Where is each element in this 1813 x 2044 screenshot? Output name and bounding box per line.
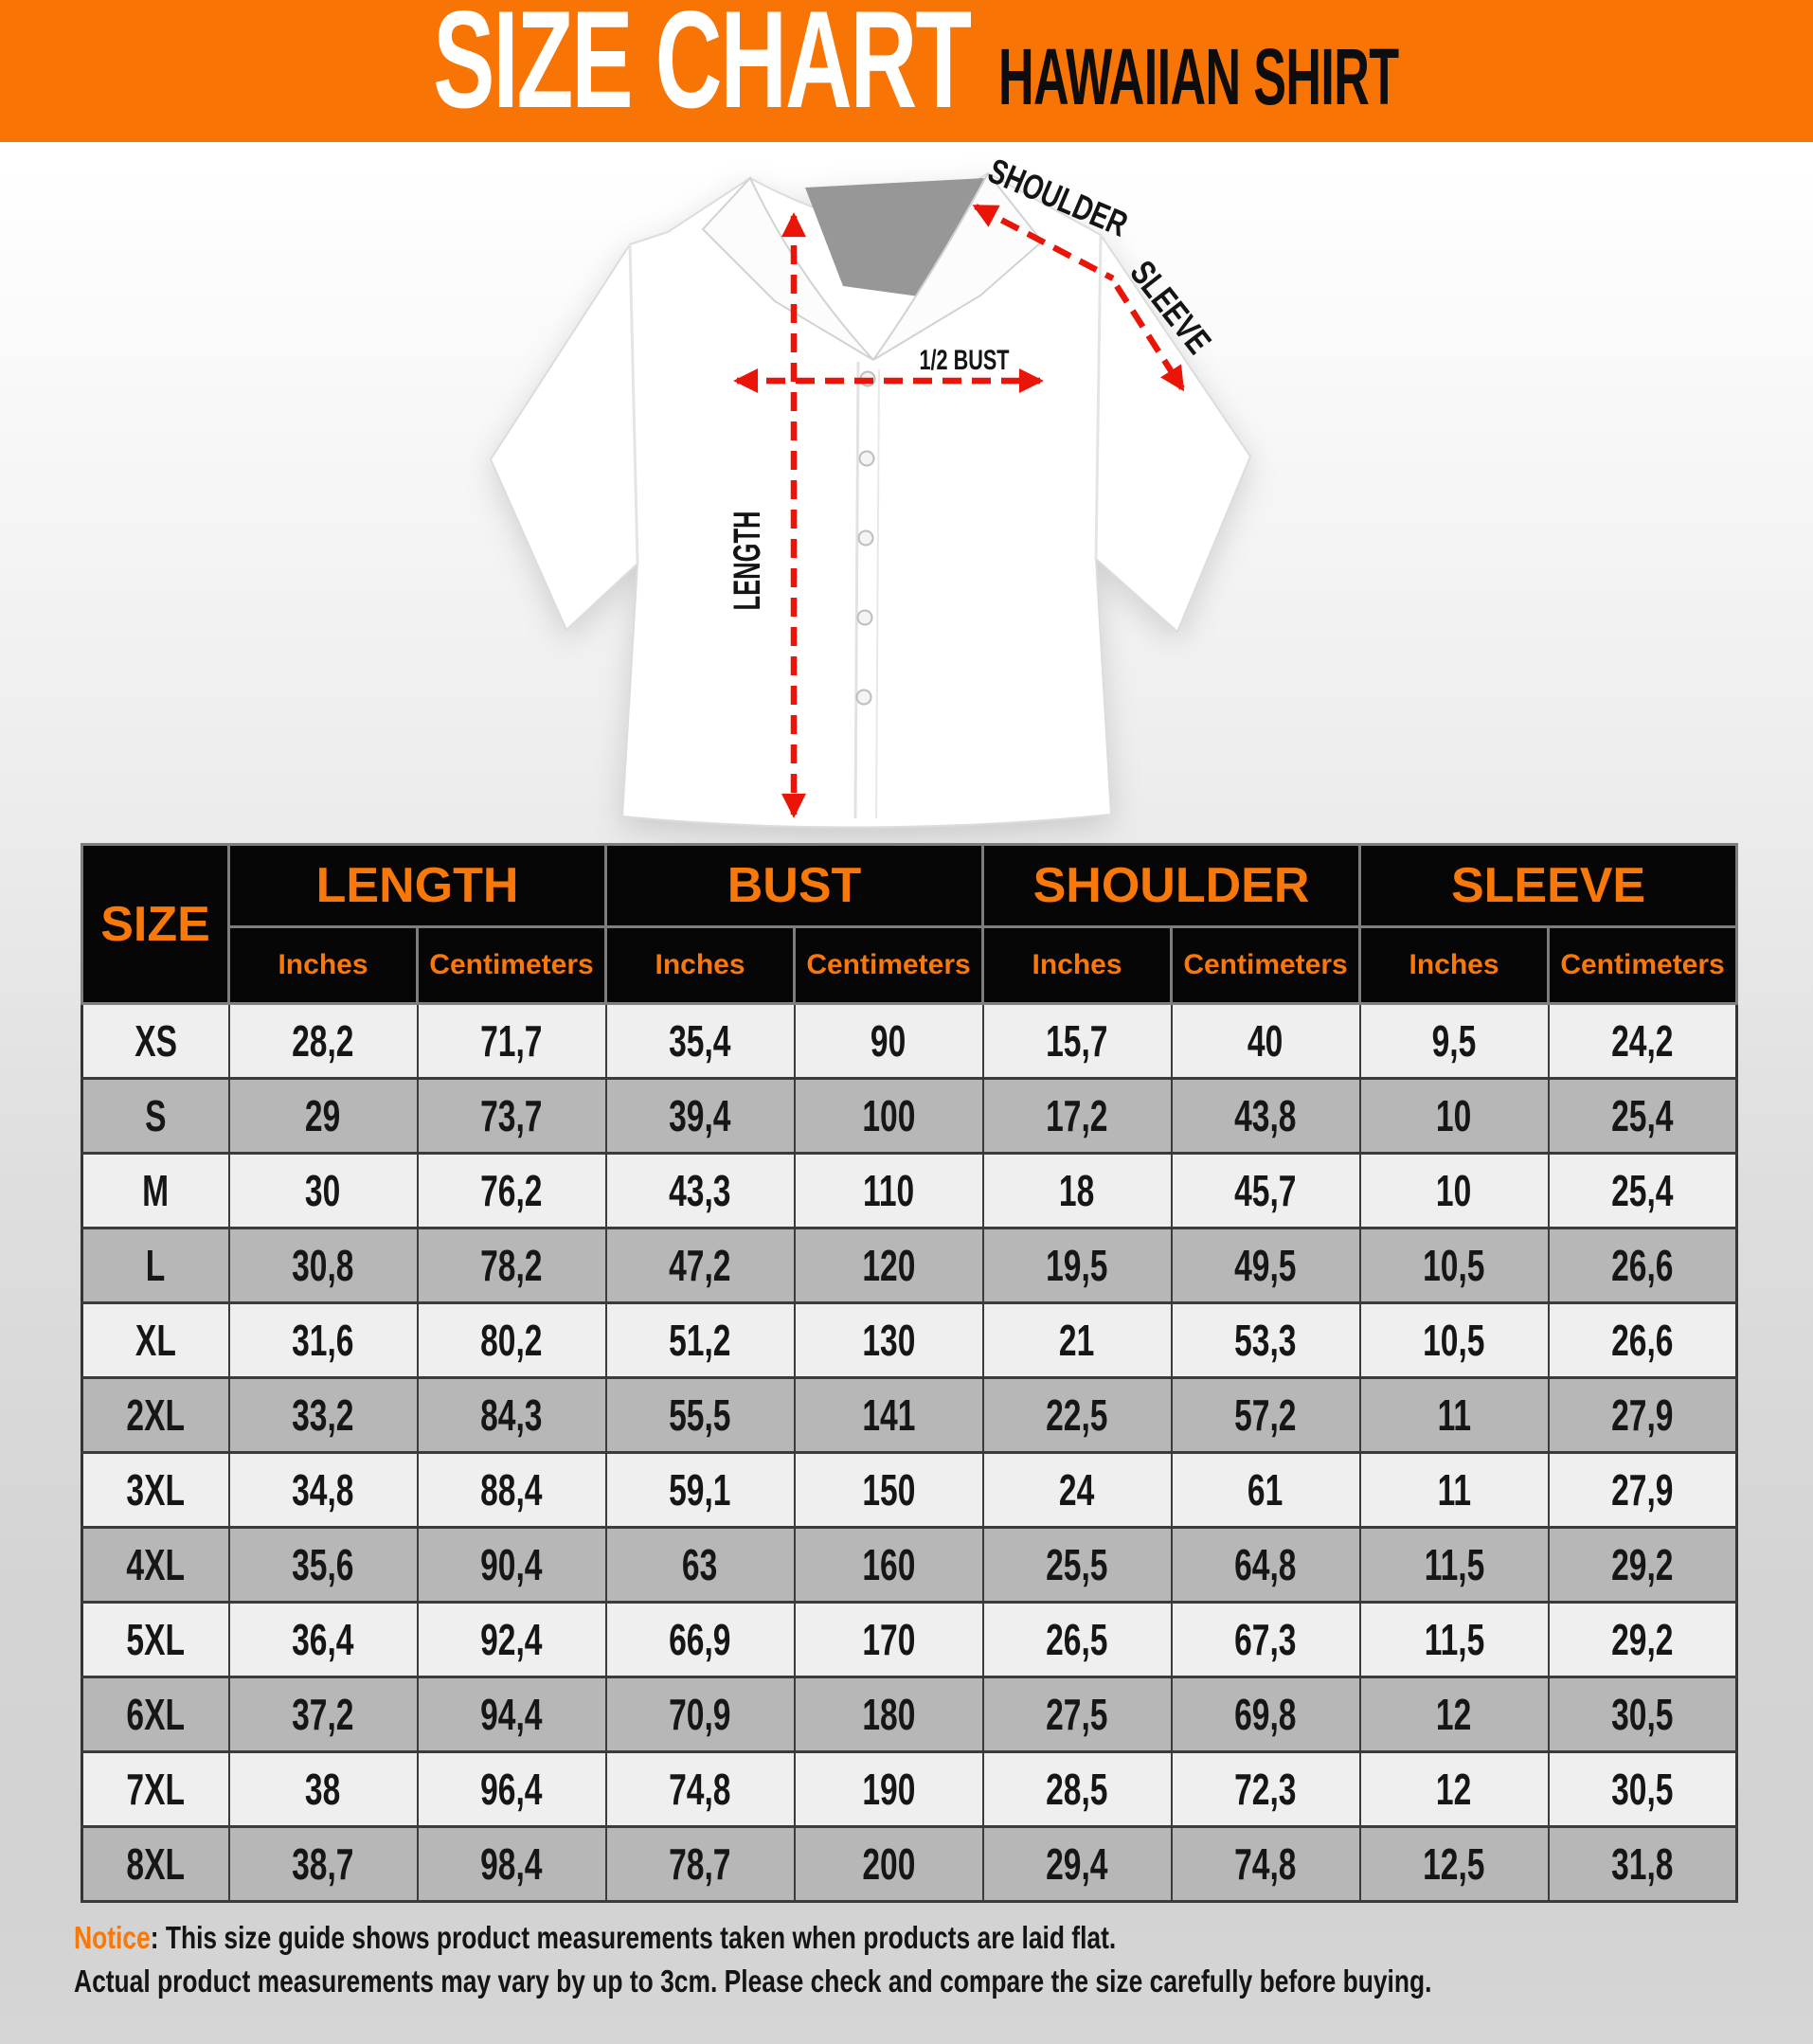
measurement-cell: [1549, 1603, 1737, 1677]
bust-group-header: BUST: [606, 845, 983, 927]
measurement-cell-value: 39,4: [669, 1091, 731, 1140]
table-row: [82, 1453, 1737, 1528]
measurement-cell-value: 9,5: [1431, 1016, 1477, 1066]
measurement-cell: [1360, 1303, 1549, 1378]
size-label-cell: [82, 1228, 229, 1303]
measurement-cell-value: 63: [682, 1540, 718, 1589]
unit-header-centimeters: Centimeters: [1549, 927, 1737, 1004]
measurement-cell: [1360, 1154, 1549, 1228]
measurement-cell: [418, 1228, 606, 1303]
measurement-cell: [1360, 1079, 1549, 1154]
measurement-cell: [229, 1004, 418, 1079]
measurement-cell-value: 22,5: [1046, 1390, 1108, 1440]
measurement-cell: [795, 1004, 983, 1079]
measurement-cell-value: 17,2: [1046, 1091, 1108, 1140]
size-label-cell-value: 6XL: [126, 1690, 186, 1739]
measurement-cell-value: 73,7: [480, 1091, 543, 1140]
measurement-cell: [795, 1528, 983, 1603]
size-label-cell-value: 7XL: [126, 1765, 186, 1814]
size-label-cell: [82, 1677, 229, 1752]
measurement-cell-value: 57,2: [1234, 1390, 1297, 1440]
measurement-cell-value: 24: [1059, 1465, 1095, 1515]
measurement-cell: [983, 1752, 1172, 1827]
measurement-cell-value: 15,7: [1046, 1016, 1108, 1066]
measurement-cell: [229, 1528, 418, 1603]
measurement-cell: [229, 1677, 418, 1752]
shoulder-label: SHOULDER: [982, 151, 1179, 264]
measurement-cell: [983, 1453, 1172, 1528]
bust-label: 1/2 BUST: [919, 345, 1010, 376]
measurement-cell-value: 66,9: [669, 1615, 731, 1664]
notice-text-1: : This size guide shows product measurements taken when products are laid flat.: [150, 1920, 1117, 1955]
measurement-cell-value: 49,5: [1234, 1241, 1297, 1290]
table-row: [82, 1154, 1737, 1228]
measurement-cell: [606, 1453, 795, 1528]
measurement-cell: [983, 1827, 1172, 1902]
measurement-cell: [1360, 1453, 1549, 1528]
measurement-cell: [1172, 1677, 1360, 1752]
measurement-cell-value: 61: [1248, 1465, 1283, 1515]
measurement-cell: [229, 1603, 418, 1677]
measurement-cell: [1172, 1154, 1360, 1228]
size-label-cell: [82, 1603, 229, 1677]
unit-header-centimeters: Centimeters: [1172, 927, 1360, 1004]
table-row: [82, 1228, 1737, 1303]
size-label-cell-value: L: [145, 1241, 166, 1290]
measurement-cell-value: 76,2: [480, 1166, 543, 1215]
unit-header-centimeters: Centimeters: [795, 927, 983, 1004]
measurement-cell-value: 120: [862, 1241, 916, 1290]
table-row: [82, 1677, 1737, 1752]
measurement-cell-value: 69,8: [1234, 1690, 1297, 1739]
length-label: LENGTH: [727, 455, 768, 611]
measurement-cell-value: 29,4: [1046, 1839, 1108, 1889]
size-table: [81, 843, 1738, 1903]
measurement-cell: [418, 1752, 606, 1827]
measurement-cell-value: 43,8: [1234, 1091, 1297, 1140]
unit-header-inches: Inches: [983, 927, 1172, 1004]
measurement-cell: [795, 1453, 983, 1528]
unit-header-inches: Inches: [229, 927, 418, 1004]
measurement-cell-value: 130: [862, 1316, 916, 1365]
measurement-cell: [606, 1228, 795, 1303]
measurement-cell-value: 74,8: [669, 1765, 731, 1814]
measurement-cell-value: 10,5: [1423, 1241, 1485, 1290]
measurement-cell: [418, 1603, 606, 1677]
measurement-cell-value: 37,2: [292, 1690, 354, 1739]
unit-header-centimeters: Centimeters: [418, 927, 606, 1004]
measurement-cell-value: 110: [862, 1166, 915, 1215]
measurement-cell: [795, 1079, 983, 1154]
measurement-cell: [606, 1827, 795, 1902]
measurement-cell-value: 90: [871, 1016, 906, 1066]
measurement-cell: [795, 1378, 983, 1453]
size-label-cell-value: 2XL: [126, 1390, 186, 1440]
measurement-cell: [1172, 1303, 1360, 1378]
measurement-cell: [795, 1677, 983, 1752]
measurement-cell: [1549, 1453, 1737, 1528]
measurement-cell: [983, 1228, 1172, 1303]
measurement-cell-value: 10: [1436, 1166, 1472, 1215]
measurement-cell-value: 67,3: [1234, 1615, 1297, 1664]
measurement-cell-value: 11,5: [1424, 1615, 1484, 1664]
measurement-cell: [606, 1528, 795, 1603]
table-unit-header-row: [82, 927, 1737, 1004]
measurement-cell-value: 25,4: [1611, 1091, 1674, 1140]
banner: [0, 0, 1813, 142]
measurement-cell: [983, 1378, 1172, 1453]
measurement-cell-value: 45,7: [1234, 1166, 1297, 1215]
measurement-cell: [418, 1303, 606, 1378]
measurement-cell-value: 47,2: [669, 1241, 731, 1290]
measurement-cell-value: 24,2: [1611, 1016, 1674, 1066]
measurement-cell: [229, 1378, 418, 1453]
size-label-cell-value: M: [142, 1166, 170, 1215]
measurement-cell: [1172, 1453, 1360, 1528]
size-label-cell-value: 5XL: [126, 1615, 186, 1664]
measurement-cell: [418, 1528, 606, 1603]
measurement-cell-value: 71,7: [480, 1016, 543, 1066]
size-label-cell: [82, 1453, 229, 1528]
size-label-cell: [82, 1752, 229, 1827]
measurement-cell: [606, 1303, 795, 1378]
measurement-cell: [1172, 1378, 1360, 1453]
measurement-cell-value: 11: [1437, 1390, 1471, 1440]
measurement-cell-value: 43,3: [669, 1166, 731, 1215]
measurement-cell-value: 40: [1248, 1016, 1283, 1066]
measurement-cell: [1549, 1079, 1737, 1154]
measurement-cell-value: 70,9: [669, 1690, 731, 1739]
measurement-cell-value: 170: [862, 1615, 916, 1664]
measurement-cell-value: 30: [305, 1166, 341, 1215]
measurement-cell: [795, 1303, 983, 1378]
table-row: [82, 1827, 1737, 1902]
measurement-cell: [606, 1752, 795, 1827]
table-row: [82, 1528, 1737, 1603]
measurement-cell: [606, 1378, 795, 1453]
measurement-cell-value: 84,3: [480, 1390, 543, 1440]
measurement-cell-value: 27,9: [1611, 1390, 1674, 1440]
size-label-cell: [82, 1154, 229, 1228]
measurement-cell-value: 31,8: [1611, 1839, 1674, 1889]
measurement-cell: [229, 1079, 418, 1154]
measurement-cell: [1549, 1154, 1737, 1228]
measurement-cell-value: 150: [862, 1465, 916, 1515]
measurement-cell-value: 141: [862, 1390, 916, 1440]
measurement-cell-value: 94,4: [480, 1690, 543, 1739]
measurement-cell-value: 11,5: [1424, 1540, 1484, 1589]
table-row: [82, 1004, 1737, 1079]
measurement-cell: [606, 1603, 795, 1677]
measurement-cell: [983, 1528, 1172, 1603]
measurement-cell-value: 180: [862, 1690, 916, 1739]
measurement-cell-value: 30,8: [292, 1241, 354, 1290]
table-body: [82, 1004, 1737, 1902]
measurement-cell: [1360, 1004, 1549, 1079]
measurement-cell-value: 36,4: [292, 1615, 354, 1664]
size-label-cell: [82, 1378, 229, 1453]
measurement-cell: [418, 1004, 606, 1079]
measurement-cell-value: 28,5: [1046, 1765, 1108, 1814]
measurement-cell: [795, 1154, 983, 1228]
measurement-cell-value: 98,4: [480, 1839, 543, 1889]
notice-label: Notice: [74, 1920, 151, 1955]
measurement-cell-value: 18: [1059, 1166, 1095, 1215]
measurement-cell: [1549, 1303, 1737, 1378]
measurement-cell-value: 25,5: [1046, 1540, 1108, 1589]
measurement-cell-value: 12: [1436, 1765, 1472, 1814]
measurement-cell: [418, 1677, 606, 1752]
measurement-cell-value: 38: [305, 1765, 341, 1814]
measurement-cell: [418, 1827, 606, 1902]
measurement-cell: [795, 1603, 983, 1677]
measurement-cell-value: 72,3: [1234, 1765, 1297, 1814]
measurement-cell: [606, 1154, 795, 1228]
measurement-cell: [1360, 1752, 1549, 1827]
measurement-cell: [606, 1004, 795, 1079]
size-label-cell-value: XL: [135, 1316, 176, 1365]
notice: [74, 1919, 1771, 2006]
table-group-header-row: [82, 845, 1737, 927]
measurement-cell: [418, 1378, 606, 1453]
measurement-cell: [1549, 1827, 1737, 1902]
measurement-cell: [229, 1228, 418, 1303]
measurement-cell-value: 12: [1436, 1690, 1472, 1739]
measurement-cell-value: 25,4: [1611, 1166, 1674, 1215]
measurement-cell-value: 30,5: [1611, 1690, 1674, 1739]
measurement-cell-value: 29: [305, 1091, 341, 1140]
measurement-cell: [1549, 1378, 1737, 1453]
measurement-cell: [1549, 1528, 1737, 1603]
size-label-cell-value: 8XL: [126, 1839, 186, 1889]
measurement-cell-value: 10,5: [1423, 1316, 1485, 1365]
notice-line-2: [74, 1963, 1771, 2006]
measurement-cell-value: 34,8: [292, 1465, 354, 1515]
measurement-cell: [795, 1827, 983, 1902]
unit-header-inches: Inches: [1360, 927, 1549, 1004]
size-label-cell: [82, 1528, 229, 1603]
measurement-cell-value: 38,7: [292, 1839, 354, 1889]
page-title: SIZE CHART: [433, 0, 971, 136]
measurement-cell: [983, 1154, 1172, 1228]
measurement-cell-value: 59,1: [669, 1465, 731, 1515]
size-label-cell: [82, 1827, 229, 1902]
shirt-measurement-diagram: [0, 142, 1813, 848]
measurement-cell-value: 78,7: [669, 1839, 731, 1889]
measurement-cell-value: 21: [1059, 1316, 1095, 1365]
measurement-cell-value: 88,4: [480, 1465, 543, 1515]
size-label-cell: [82, 1004, 229, 1079]
measurement-cell-value: 96,4: [480, 1765, 543, 1814]
measurement-cell: [229, 1752, 418, 1827]
measurement-cell-value: 78,2: [480, 1241, 543, 1290]
measurement-cell-value: 55,5: [669, 1390, 731, 1440]
measurement-cell: [1360, 1528, 1549, 1603]
measurement-cell-value: 26,5: [1046, 1615, 1108, 1664]
measurement-cell-value: 74,8: [1234, 1839, 1297, 1889]
measurement-cell: [1549, 1228, 1737, 1303]
measurement-cell: [1360, 1378, 1549, 1453]
measurement-cell-value: 11: [1437, 1465, 1471, 1515]
measurement-cell: [418, 1079, 606, 1154]
measurement-cell-value: 12,5: [1423, 1839, 1485, 1889]
notice-line-1: [74, 1919, 1771, 1963]
measurement-cell-value: 29,2: [1611, 1540, 1674, 1589]
measurement-cell: [606, 1677, 795, 1752]
measurement-cell-value: 30,5: [1611, 1765, 1674, 1814]
measurement-cell-value: 64,8: [1234, 1540, 1297, 1589]
table-row: [82, 1079, 1737, 1154]
measurement-cell: [229, 1453, 418, 1528]
table-row: [82, 1752, 1737, 1827]
measurement-cell-value: 100: [862, 1091, 916, 1140]
measurement-cell: [1360, 1228, 1549, 1303]
table-row: [82, 1603, 1737, 1677]
measurement-cell: [1172, 1079, 1360, 1154]
measurement-cell: [1549, 1004, 1737, 1079]
measurement-cell-value: 35,6: [292, 1540, 354, 1589]
sleeve-label: SLEEVE: [1122, 253, 1239, 386]
measurement-cell: [983, 1303, 1172, 1378]
measurement-cell: [1172, 1603, 1360, 1677]
measurement-cell: [418, 1154, 606, 1228]
measurement-cell-value: 190: [862, 1765, 916, 1814]
measurement-cell-value: 92,4: [480, 1615, 543, 1664]
measurement-cell-value: 31,6: [292, 1316, 354, 1365]
measurement-cell: [983, 1004, 1172, 1079]
measurement-cell: [1172, 1528, 1360, 1603]
size-label-cell-value: 3XL: [126, 1465, 186, 1515]
measurement-cell-value: 28,2: [292, 1016, 354, 1066]
measurement-cell-value: 10: [1436, 1091, 1472, 1140]
table-row: [82, 1303, 1737, 1378]
measurement-cell: [1360, 1677, 1549, 1752]
measurement-cell-value: 35,4: [669, 1016, 731, 1066]
measurement-cell: [1549, 1677, 1737, 1752]
measurement-cell: [983, 1603, 1172, 1677]
measurement-cell: [1172, 1228, 1360, 1303]
size-column-header: SIZE: [82, 845, 229, 1004]
measurement-cell-value: 90,4: [480, 1540, 543, 1589]
measurement-cell: [983, 1677, 1172, 1752]
measurement-cell: [983, 1079, 1172, 1154]
measurement-cell: [795, 1752, 983, 1827]
measurement-cell: [229, 1303, 418, 1378]
size-label-cell: [82, 1079, 229, 1154]
measurement-cell-value: 26,6: [1611, 1316, 1674, 1365]
measurement-cell: [1360, 1603, 1549, 1677]
measurement-cell-value: 27,9: [1611, 1465, 1674, 1515]
length-group-header: LENGTH: [229, 845, 606, 927]
measurement-cell-value: 53,3: [1234, 1316, 1297, 1365]
size-label-cell-value: S: [145, 1091, 167, 1140]
measurement-cell-value: 27,5: [1046, 1690, 1108, 1739]
measurement-cell: [606, 1079, 795, 1154]
measurement-cell-value: 51,2: [669, 1316, 731, 1365]
measurement-cell: [1549, 1752, 1737, 1827]
measurement-cell: [229, 1827, 418, 1902]
size-label-cell-value: 4XL: [126, 1540, 186, 1589]
measurement-cell: [1172, 1827, 1360, 1902]
measurement-cell: [1360, 1827, 1549, 1902]
measurement-cell-value: 33,2: [292, 1390, 354, 1440]
unit-header-inches: Inches: [606, 927, 795, 1004]
measurement-cell-value: 26,6: [1611, 1241, 1674, 1290]
size-label-cell: [82, 1303, 229, 1378]
measurement-cell: [1172, 1752, 1360, 1827]
sleeve-group-header: SLEEVE: [1360, 845, 1737, 927]
measurement-cell-value: 19,5: [1046, 1241, 1108, 1290]
measurement-cell: [418, 1453, 606, 1528]
measurement-cell-value: 29,2: [1611, 1615, 1674, 1664]
measurement-cell: [229, 1154, 418, 1228]
measurement-cell-value: 160: [862, 1540, 916, 1589]
measurement-cell-value: 200: [862, 1839, 916, 1889]
measurement-cell: [795, 1228, 983, 1303]
size-label-cell-value: XS: [134, 1016, 177, 1066]
notice-text-2: Actual product measurements may vary by up to 3cm. Please check and compare the size carefully before buying.: [74, 1963, 1432, 1999]
measurement-cell: [1172, 1004, 1360, 1079]
table-row: [82, 1378, 1737, 1453]
measurement-cell-value: 80,2: [480, 1316, 543, 1365]
page-subtitle: HAWAIIAN SHIRT: [998, 32, 1399, 121]
shoulder-group-header: SHOULDER: [983, 845, 1360, 927]
